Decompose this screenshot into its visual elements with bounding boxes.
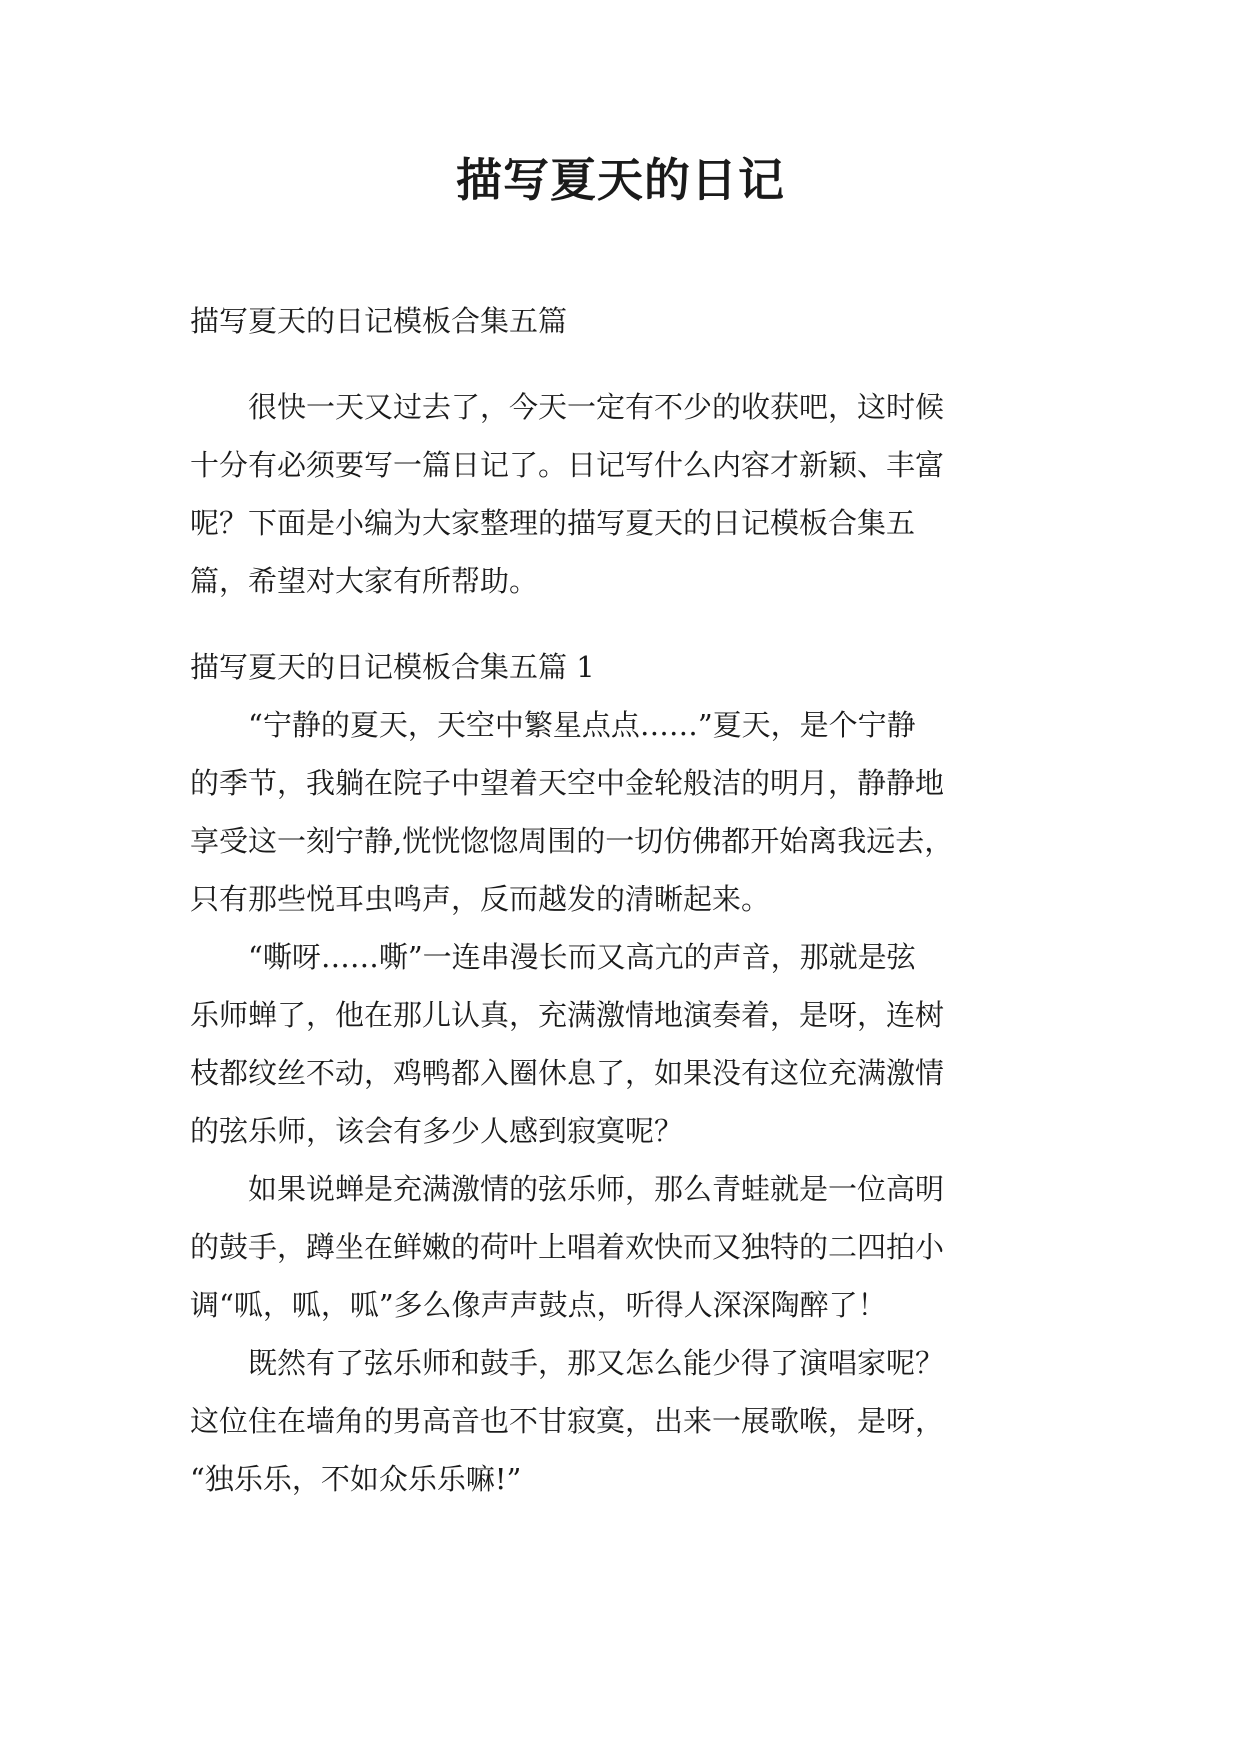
document-body [190,292,1050,1508]
document-subtitle: 描写夏天的日记模板合集五篇 [190,304,568,338]
body-line: 乐师蝉了，他在那儿认真，充满激情地演奏着，是呀，连树 [190,998,945,1032]
body-line: 的季节，我躺在院子中望着天空中金轮般洁的明月，静静地 [190,766,945,800]
body-line: 享受这一刻宁静,恍恍惚惚周围的一切仿佛都开始离我远去， [190,824,954,858]
body-line: 这位住在墙角的男高音也不甘寂寞，出来一展歌喉，是呀， [190,1404,945,1438]
intro-line: 篇，希望对大家有所帮助。 [190,564,539,598]
intro-line: 呢？下面是小编为大家整理的描写夏天的日记模板合集五 [190,506,916,540]
spacer [190,350,1050,378]
body-line: 的鼓手，蹲坐在鲜嫩的荷叶上唱着欢快而又独特的二四拍小 [190,1230,945,1264]
section-heading: 描写夏天的日记模板合集五篇 1 [190,650,595,684]
body-line: 只有那些悦耳虫鸣声，反而越发的清晰起来。 [190,882,771,916]
body-line: 的弦乐师，该会有多少人感到寂寞呢？ [190,1114,684,1148]
intro-paragraph [190,378,1050,610]
intro-line: 很快一天又过去了，今天一定有不少的收获吧，这时候 [190,390,945,424]
body-line: “宁静的夏天，天空中繁星点点……”夏天，是个宁静 [190,708,916,742]
spacer [190,610,1050,638]
intro-line: 十分有必须要写一篇日记了。日记写什么内容才新颖、丰富 [190,448,945,482]
body-line: 调“呱，呱，呱”多么像声声鼓点，听得人深深陶醉了！ [190,1288,887,1322]
body-line: “独乐乐，不如众乐乐嘛!” [190,1462,522,1496]
body-line: 既然有了弦乐师和鼓手，那又怎么能少得了演唱家呢？ [190,1346,945,1380]
document-title: 描写夏天的日记 [456,153,785,207]
body-line: 枝都纹丝不动，鸡鸭都入圈休息了，如果没有这位充满激情 [190,1056,945,1090]
body-line: 如果说蝉是充满激情的弦乐师，那么青蛙就是一位高明 [190,1172,945,1206]
body-line: “嘶呀……嘶”一连串漫长而又高亢的声音，那就是弦 [190,940,916,974]
section-body [190,696,1050,1508]
